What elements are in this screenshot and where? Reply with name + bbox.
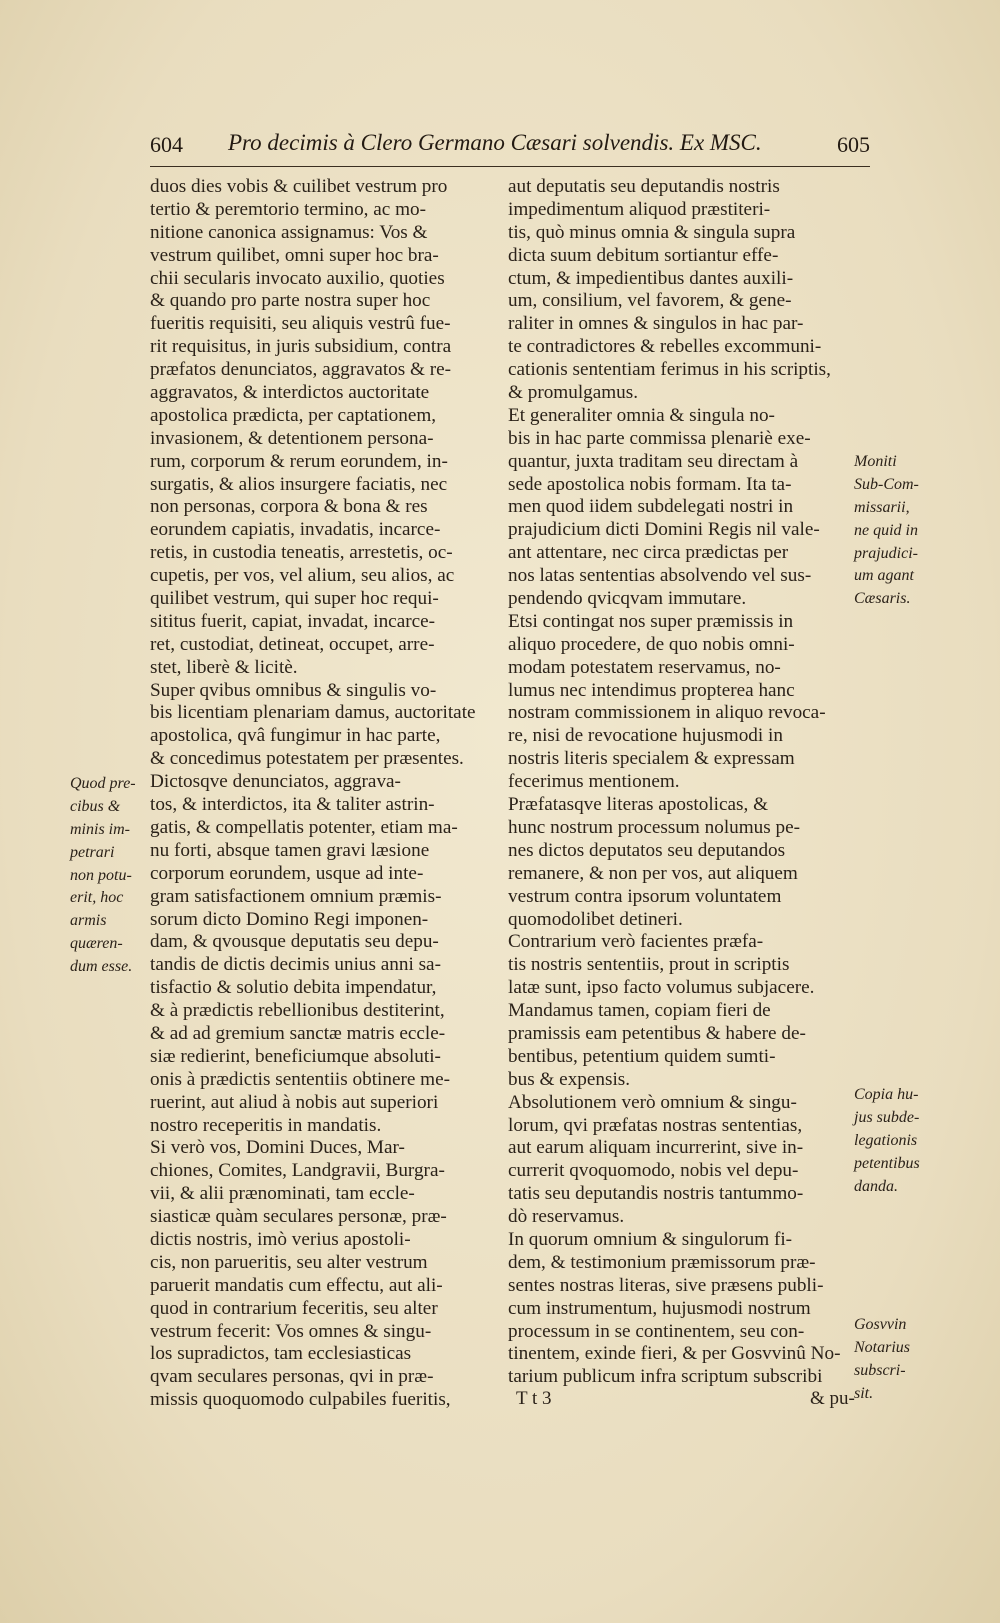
margin-note-line: ne quid in bbox=[854, 521, 918, 539]
text-line: tos, & interdictos, ita & taliter astrin- bbox=[150, 794, 435, 816]
text-line: lumus nec intendimus propterea hanc bbox=[508, 679, 795, 701]
margin-note-line: danda. bbox=[854, 1177, 898, 1195]
text-line: quod in contrarium feceritis, seu alter bbox=[150, 1297, 438, 1319]
text-line: & concedimus potestatem per præsentes. bbox=[150, 748, 464, 770]
margin-note-line: um agant bbox=[854, 567, 914, 585]
text-line: aggravatos, & interdictos auctoritate bbox=[150, 382, 430, 404]
running-title: Pro decimis à Clero Germano Cæsari solvendis. Ex MSC. bbox=[228, 130, 762, 155]
right-margin-note-1 bbox=[854, 451, 946, 611]
page-number-right: 605 bbox=[837, 132, 870, 157]
text-line: ant attentare, nec circa prædictas per bbox=[508, 542, 789, 564]
text-line: apostolica prædicta, per captationem, bbox=[150, 404, 437, 426]
text-line: missis quoquomodo culpabiles fueritis, bbox=[150, 1389, 451, 1411]
text-line: sede apostolica nobis formam. Ita ta- bbox=[508, 473, 792, 495]
text-line: nostris literis specialem & expressam bbox=[508, 748, 795, 770]
text-line: Præfatasqve literas apostolicas, & bbox=[508, 794, 769, 816]
text-line: & à prædictis rebellionibus destiterint, bbox=[150, 1000, 445, 1022]
margin-note-line: Quod pre- bbox=[70, 775, 136, 792]
text-line: fecerimus mentionem. bbox=[508, 771, 680, 793]
text-line: dò reservamus. bbox=[508, 1206, 625, 1228]
text-line: tinentem, exinde fieri, & per Gosvvinû No- bbox=[508, 1343, 841, 1365]
text-line: tis nostris sententiis, prout in scriptis bbox=[508, 954, 790, 976]
text-line: bentibus, petentium quidem sumti- bbox=[508, 1045, 776, 1067]
text-line: non personas, corpora & bona & res bbox=[150, 496, 428, 518]
text-line: quomodolibet detineri. bbox=[508, 908, 683, 930]
text-line: In quorum omnium & singulorum fi- bbox=[508, 1228, 793, 1250]
text-line: præfatos denunciatos, aggravatos & re- bbox=[150, 359, 452, 381]
text-line: processum in se continentem, seu con- bbox=[508, 1320, 805, 1342]
text-line: ret, custodiat, detineat, occupet, arre- bbox=[150, 633, 435, 655]
text-line: hunc nostrum processum nolumus pe- bbox=[508, 816, 801, 838]
margin-note-line: sit. bbox=[854, 1384, 874, 1402]
text-line: modam potestatem reservamus, no- bbox=[508, 656, 781, 678]
catchword: & pu- bbox=[810, 1388, 855, 1409]
text-line: dam, & qvousque deputatis seu depu- bbox=[150, 931, 439, 953]
margin-note-line: Moniti bbox=[854, 453, 897, 470]
margin-note-line: legationis bbox=[854, 1131, 918, 1149]
right-margin-note-2 bbox=[854, 1084, 946, 1198]
text-line: tatis seu deputandis nostris tantummo- bbox=[508, 1183, 804, 1205]
text-line: nitione canonica assignamus: Vos & bbox=[150, 221, 428, 243]
text-line: prajudicium dicti Domini Regis nil vale- bbox=[508, 519, 820, 541]
right-margin-note-3 bbox=[854, 1314, 946, 1406]
text-line: qvam seculares personas, qvi in præ- bbox=[150, 1366, 434, 1388]
text-line: Absolutionem verò omnium & singu- bbox=[508, 1091, 797, 1113]
right-text-column bbox=[508, 176, 850, 1389]
text-line: surgatis, & alios insurgere faciatis, nec bbox=[150, 473, 448, 495]
margin-note-line: Gosvvin bbox=[854, 1316, 907, 1333]
text-line: chiones, Comites, Landgravii, Burgra- bbox=[150, 1160, 445, 1182]
text-line: chii secularis invocato auxilio, quoties bbox=[150, 267, 445, 289]
margin-note-line: dum esse. bbox=[70, 958, 133, 976]
text-line: sititus fuerit, capiat, invadat, incarce- bbox=[150, 610, 436, 632]
text-line: tisfactio & solutio debita impendatur, bbox=[150, 977, 437, 999]
header-rule bbox=[150, 166, 870, 167]
text-line: nos latas sententias absolvendo vel sus- bbox=[508, 565, 812, 587]
text-line: rum, corporum & rerum eorundem, in- bbox=[150, 450, 448, 472]
margin-note-line: erit, hoc bbox=[70, 889, 124, 907]
text-line: Contrarium verò facientes præfa- bbox=[508, 931, 764, 953]
text-line: um, consilium, vel favorem, & gene- bbox=[508, 290, 792, 312]
text-line: gram satisfactionem omnium præmis- bbox=[150, 885, 442, 907]
text-line: rit requisitus, in juris subsidium, contra bbox=[150, 336, 452, 358]
text-line: siasticæ quàm seculares personæ, præ- bbox=[150, 1206, 447, 1228]
text-line: corporum eorundem, usque ad inte- bbox=[150, 862, 424, 884]
left-text-column bbox=[150, 176, 490, 1412]
text-line: dem, & testimonium præmissorum præ- bbox=[508, 1251, 816, 1273]
page-number-left: 604 bbox=[150, 132, 183, 157]
text-line: tandis de dictis decimis unius anni sa- bbox=[150, 954, 441, 976]
text-line: & ad ad gremium sanctæ matris eccle- bbox=[150, 1022, 446, 1044]
text-line: tis, quò minus omnia & singula supra bbox=[508, 221, 796, 243]
text-line: men quod iidem subdelegati nostri in bbox=[508, 496, 794, 518]
text-line: vestrum quilibet, omni super hoc bra- bbox=[150, 244, 439, 266]
margin-note-line: minis im- bbox=[70, 820, 130, 838]
margin-note-line: Cæsaris. bbox=[854, 590, 911, 608]
margin-note-line: petentibus bbox=[854, 1154, 920, 1172]
text-line: nu forti, absque tamen gravi læsione bbox=[150, 839, 430, 861]
text-line: dictis nostris, imò verius apostoli- bbox=[150, 1228, 411, 1250]
margin-note-line: prajudici- bbox=[854, 544, 918, 562]
margin-note-line: armis bbox=[70, 912, 107, 930]
text-line: pendendo qvicqvam immutare. bbox=[508, 588, 747, 610]
text-line: Dictosqve denunciatos, aggrava- bbox=[150, 771, 401, 793]
text-line: duos dies vobis & cuilibet vestrum pro bbox=[150, 176, 448, 197]
left-margin-note bbox=[70, 773, 150, 979]
margin-note-line: cibus & bbox=[70, 797, 121, 815]
text-line: aut earum aliquam incurrerint, sive in- bbox=[508, 1137, 804, 1159]
text-line: stet, liberè & licitè. bbox=[150, 656, 298, 678]
margin-note-line: quæren- bbox=[70, 935, 123, 953]
text-line: siæ redierint, beneficiumque absoluti- bbox=[150, 1045, 441, 1067]
text-line: bis licentiam plenariam damus, auctoritate bbox=[150, 702, 476, 724]
text-line: ctum, & impedientibus dantes auxili- bbox=[508, 267, 794, 289]
text-line: aliquo procedere, de quo nobis omni- bbox=[508, 633, 795, 655]
text-line: cis, non parueritis, seu alter vestrum bbox=[150, 1251, 428, 1273]
text-line: raliter in omnes & singulos in hac par- bbox=[508, 313, 804, 335]
text-line: latæ sunt, ipso facto volumus subjacere. bbox=[508, 977, 815, 999]
text-line: Etsi contingat nos super præmissis in bbox=[508, 610, 794, 632]
text-line: sentes nostras literas, sive præsens publi- bbox=[508, 1274, 824, 1296]
text-line: gatis, & compellatis potenter, etiam ma- bbox=[150, 816, 458, 838]
text-line: bis in hac parte commissa plenariè exe- bbox=[508, 427, 811, 449]
margin-note-line: jus subde- bbox=[854, 1108, 920, 1126]
text-line: nostram commissionem in aliquo revoca- bbox=[508, 702, 826, 724]
text-line: eorundem capiatis, invadatis, incarce- bbox=[150, 519, 441, 541]
text-line: quantur, juxta traditam seu directam à bbox=[508, 450, 799, 472]
text-line: Mandamus tamen, copiam fieri de bbox=[508, 1000, 771, 1022]
text-line: retis, in custodia teneatis, arrestetis, oc- bbox=[150, 542, 453, 564]
text-line: invasionem, & detentionem persona- bbox=[150, 427, 434, 449]
text-line: apostolica, qvâ fungimur in hac parte, bbox=[150, 725, 441, 747]
text-line: vii, & alii prænominati, tam eccle- bbox=[150, 1183, 415, 1205]
text-line: paruerit mandatis cum effectu, aut ali- bbox=[150, 1274, 443, 1296]
margin-note-line: Sub-Com- bbox=[854, 475, 919, 493]
text-line: cationis sententiam ferimus in his scriptis, bbox=[508, 359, 831, 381]
text-line: nes dictos deputatos seu deputandos bbox=[508, 839, 786, 861]
text-line: cum instrumentum, hujusmodi nostrum bbox=[508, 1297, 811, 1319]
margin-note-line: Notarius bbox=[854, 1338, 911, 1356]
text-line: remanere, & non per vos, aut aliquem bbox=[508, 862, 798, 884]
text-line: Et generaliter omnia & singula no- bbox=[508, 404, 775, 426]
text-line: fueritis requisiti, seu aliquis vestrû fue- bbox=[150, 313, 451, 335]
text-line: Super qvibus omnibus & singulis vo- bbox=[150, 679, 437, 701]
margin-note-line: subscri- bbox=[854, 1361, 906, 1379]
text-line: los supradictos, tam ecclesiasticas bbox=[150, 1343, 412, 1365]
text-line: quilibet vestrum, qui super hoc requi- bbox=[150, 588, 439, 610]
text-line: ruerint, aut aliud à nobis aut superiori bbox=[150, 1091, 439, 1113]
text-line: lorum, qvi præfatas nostras sententias, bbox=[508, 1114, 803, 1136]
page-header bbox=[150, 130, 870, 160]
text-line: te contradictores & rebelles excommuni- bbox=[508, 336, 822, 358]
text-line: nostro receperitis in mandatis. bbox=[150, 1114, 382, 1136]
text-line: currerit qvoquomodo, nobis vel depu- bbox=[508, 1160, 799, 1182]
text-line: aut deputatis seu deputandis nostris bbox=[508, 176, 780, 197]
text-line: onis à prædictis sententiis obtinere me- bbox=[150, 1068, 451, 1090]
margin-note-line: Copia hu- bbox=[854, 1086, 919, 1103]
margin-note-line: non potu- bbox=[70, 866, 132, 884]
text-line: cupetis, per vos, vel alium, seu alios, ac bbox=[150, 565, 455, 587]
signature-mark: T t 3 bbox=[516, 1388, 552, 1409]
text-line: & promulgamus. bbox=[508, 382, 639, 404]
text-line: tarium publicum infra scriptum subscribi bbox=[508, 1366, 823, 1388]
text-line: pramissis eam petentibus & habere de- bbox=[508, 1022, 806, 1044]
text-line: impedimentum aliquod præstiteri- bbox=[508, 198, 771, 220]
text-line: re, nisi de revocatione hujusmodi in bbox=[508, 725, 783, 747]
text-line: bus & expensis. bbox=[508, 1068, 631, 1090]
text-line: dicta suum debitum sortiantur effe- bbox=[508, 244, 779, 266]
margin-note-line: missarii, bbox=[854, 498, 910, 516]
text-line: sorum dicto Domino Regi imponen- bbox=[150, 908, 429, 930]
margin-note-line: petrari bbox=[70, 843, 115, 861]
text-line: vestrum contra ipsorum voluntatem bbox=[508, 885, 782, 907]
text-line: tertio & peremtorio termino, ac mo- bbox=[150, 198, 426, 220]
text-line: vestrum fecerit: Vos omnes & singu- bbox=[150, 1320, 432, 1342]
text-line: & quando pro parte nostra super hoc bbox=[150, 290, 431, 312]
text-line: Si verò vos, Domini Duces, Mar- bbox=[150, 1137, 405, 1159]
